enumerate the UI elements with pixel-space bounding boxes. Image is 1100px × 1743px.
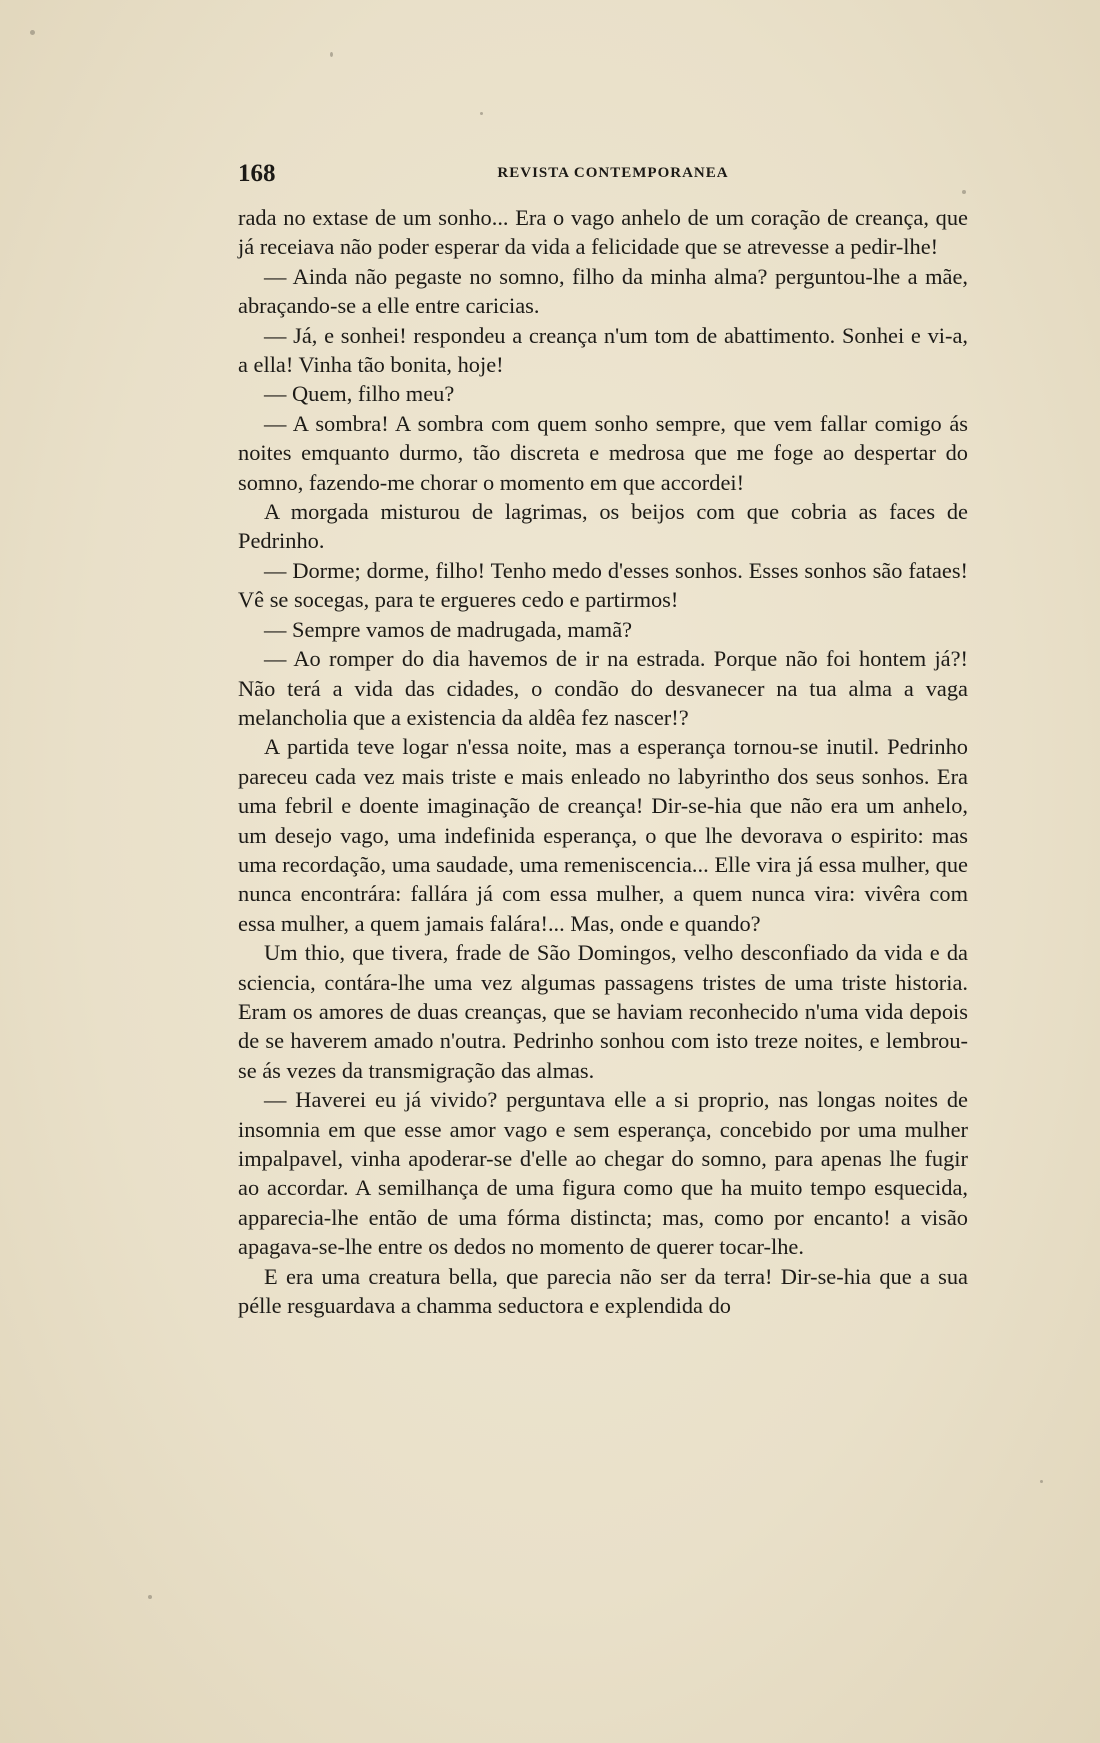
paragraph: — A sombra! A sombra com quem sonho sempre, que vem fallar comigo ás noites emquanto durmo, tão discreta e medrosa que me foge ao despertar do somno, fazendo-me chorar o momento em que accordei!	[238, 410, 968, 495]
paper-speck	[30, 30, 35, 35]
paragraph: — Dorme; dorme, filho! Tenho medo d'esses sonhos. Esses sonhos são fataes! Vê se socegas, para te ergueres cedo e partirmos!	[238, 557, 968, 613]
paragraph: — Sempre vamos de madrugada, mamã?	[264, 616, 633, 642]
paragraph: — Quem, filho meu?	[264, 381, 455, 407]
page-header	[238, 160, 968, 190]
paper-speck	[480, 112, 483, 115]
paragraph: E era uma creatura bella, que parecia não ser da terra! Dir-se-hia que a sua pélle resguardava a chamma seductora e explendida do	[238, 1263, 968, 1319]
paragraph: rada no extase de um sonho... Era o vago anhelo de um coração de creança, que já receiava não poder esperar da vida a felicidade que se atrevesse a pedir-lhe!	[238, 205, 968, 260]
paragraph: — Ao romper do dia havemos de ir na estrada. Porque não foi hontem já?! Não terá a vida das cidades, o condão do desvanecer na tua alma a vaga melancholia que a existencia da aldêa fez nascer!?	[238, 646, 968, 730]
paper-speck	[962, 190, 966, 194]
paragraph: Um thio, que tivera, frade de São Domingos, velho desconfiado da vida e da sciencia, contára-lhe uma vez algumas passagens tristes de uma triste historia. Eram os amores de duas creanças, que se haviam reconhecido n'uma vida depois de se haverem amado n'outra. Pedrinho sonhou com isto treze noites, e lembrou-se ás vezes da transmigração das almas.	[238, 940, 968, 1083]
paper-speck	[148, 1595, 152, 1599]
paragraph: — Já, e sonhei! respondeu a creança n'um tom de abattimento. Sonhei e vi-a, a ella! Vinha tão bonita, hoje!	[238, 322, 968, 378]
body-text	[238, 203, 968, 1320]
paragraph: A partida teve logar n'essa noite, mas a esperança tornou-se inutil. Pedrinho pareceu cada vez mais triste e mais enleado no labyrintho dos seus sonhos. Era uma febril e doente imaginação de creança! Dir-se-hia que não era um anhelo, um desejo vago, uma indefinida esperança, o que lhe devorava o espirito: mas uma recordação, uma saudade, uma remeniscencia... Elle vira já essa mulher, que nunca encontrára: fallára já com essa mulher, a quem nunca vira: vivêra com essa mulher, a quem jamais falára!... Mas, onde e quando?	[238, 734, 968, 936]
paper-speck	[330, 52, 333, 57]
paragraph: A morgada misturou de lagrimas, os beijos com que cobria as faces de Pedrinho.	[238, 499, 968, 554]
paper-speck	[1040, 1480, 1043, 1483]
paragraph: — Haverei eu já vivido? perguntava elle a si proprio, nas longas noites de insomnia em que esse amor vago e sem esperança, concebido por uma mulher impalpavel, vinha apoderar-se d'elle ao chegar do somno, para apenas lhe fugir ao accordar. A semilhança de uma figura como que ha muito tempo esquecida, apparecia-lhe então de uma fórma distincta; mas, como por encanto! a visão apagava-se-lhe entre os dedos no momento de querer tocar-lhe.	[238, 1087, 968, 1260]
paragraph: — Ainda não pegaste no somno, filho da minha alma? perguntou-lhe a mãe, abraçando-se a elle entre caricias.	[238, 263, 968, 319]
running-title: REVISTA CONTEMPORANEA	[497, 165, 729, 181]
page-number: 168	[238, 160, 276, 187]
